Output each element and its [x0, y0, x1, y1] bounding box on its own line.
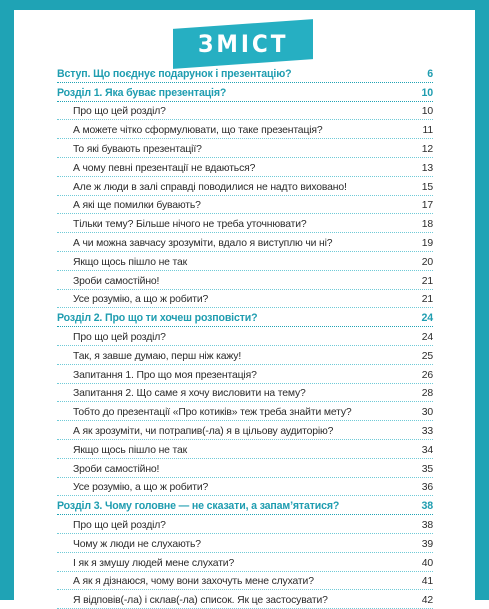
toc-section-entry[interactable] — [57, 572, 433, 591]
toc-entry-title: Розділ 1. Яка буває презентація? — [57, 86, 227, 99]
toc-entry-page-number: 36 — [421, 482, 433, 494]
toc-entry-title: А чи можна завчасу зрозуміти, вдало я виступлю чи ні? — [73, 237, 333, 249]
toc-chapter-entry[interactable] — [57, 64, 433, 83]
toc-section-entry[interactable] — [57, 440, 433, 459]
toc-section-entry[interactable] — [57, 515, 433, 534]
toc-section-entry[interactable] — [57, 139, 433, 158]
toc-entry-page-number: 39 — [421, 538, 433, 550]
toc-section-entry[interactable] — [57, 365, 433, 384]
toc-entry-title: Запитання 1. Про що моя презентація? — [73, 369, 257, 381]
toc-entry-page-number: 33 — [421, 425, 433, 437]
toc-entry-page-number: 11 — [422, 125, 433, 137]
toc-section-entry[interactable] — [57, 421, 433, 440]
toc-entry-title: Якщо щось пішло не так — [73, 444, 188, 456]
toc-entry-page-number: 30 — [421, 407, 433, 419]
toc-section-entry[interactable] — [57, 534, 433, 553]
toc-entry-title: Про що цей розділ? — [73, 331, 166, 343]
toc-section-entry[interactable] — [57, 177, 433, 196]
toc-chapter-entry[interactable] — [57, 83, 433, 102]
toc-entry-title: Тільки тему? Більше нічого не треба уточнювати? — [73, 219, 307, 231]
toc-entry-title: Тобто до презентації «Про котиків» теж треба знайти мету? — [73, 407, 352, 419]
toc-entry-page-number: 25 — [421, 350, 433, 362]
toc-entry-page-number: 35 — [421, 463, 433, 475]
toc-entry-page-number: 10 — [421, 106, 433, 118]
toc-entry-title: Про що цей розділ? — [73, 519, 166, 531]
toc-section-entry[interactable] — [57, 102, 433, 121]
toc-entry-title: Якщо щось пішло не так — [73, 256, 188, 268]
toc-section-entry[interactable] — [57, 271, 433, 290]
toc-entry-title: То які бувають презентації? — [73, 143, 202, 155]
toc-section-entry[interactable] — [57, 158, 433, 177]
toc-entry-page-number: 24 — [421, 312, 433, 325]
toc-section-entry[interactable] — [57, 402, 433, 421]
toc-entry-page-number: 38 — [421, 519, 433, 531]
toc-section-entry[interactable] — [57, 553, 433, 572]
page-title: ЗМІСТ — [197, 30, 289, 58]
toc-section-entry[interactable] — [57, 120, 433, 139]
toc-entry-page-number: 24 — [421, 331, 433, 343]
toc-section-entry[interactable] — [57, 196, 433, 215]
toc-section-entry[interactable] — [57, 384, 433, 403]
toc-entry-page-number: 13 — [421, 162, 433, 174]
toc-entry-title: І як я змушу людей мене слухати? — [73, 557, 235, 569]
toc-entry-title: Вступ. Що поєднує подарунок і презентацію? — [57, 67, 292, 80]
toc-entry-page-number: 18 — [421, 219, 433, 231]
toc-entry-title: Зроби самостійно! — [73, 463, 160, 475]
toc-entry-title: А які ще помилки бувають? — [73, 200, 201, 212]
toc-entry-page-number: 19 — [421, 237, 433, 249]
table-of-contents — [57, 64, 433, 609]
toc-entry-page-number: 17 — [421, 200, 433, 212]
toc-entry-title: А можете чітко сформулювати, що таке презентація? — [73, 125, 323, 137]
toc-entry-title: Зроби самостійно! — [73, 275, 160, 287]
toc-entry-page-number: 21 — [421, 275, 433, 287]
toc-entry-title: Але ж люди в залі справді поводилися не надто виховано! — [73, 181, 347, 193]
toc-entry-title: Про що цей розділ? — [73, 106, 166, 118]
toc-entry-page-number: 10 — [421, 86, 433, 99]
toc-entry-page-number: 26 — [421, 369, 433, 381]
toc-entry-title: А як зрозуміти, чи потрапив(-ла) я в цільову аудиторію? — [73, 425, 334, 437]
toc-chapter-entry[interactable] — [57, 496, 433, 515]
toc-section-entry[interactable] — [57, 233, 433, 252]
toc-entry-title: Я відповів(-ла) і склав(-ла) список. Як це застосувати? — [73, 595, 328, 607]
toc-entry-page-number: 34 — [421, 444, 433, 456]
toc-entry-page-number: 38 — [421, 500, 433, 513]
toc-entry-page-number: 20 — [421, 256, 433, 268]
toc-entry-page-number: 41 — [421, 576, 433, 588]
toc-entry-title: Розділ 3. Чому головне — не сказати, а запам’ятатися? — [57, 500, 340, 513]
toc-entry-page-number: 42 — [421, 595, 433, 607]
toc-entry-title: Запитання 2. Що саме я хочу висловити на тему? — [73, 388, 306, 400]
toc-entry-title: Усе розумію, а що ж робити? — [73, 482, 209, 494]
toc-section-entry[interactable] — [57, 214, 433, 233]
toc-entry-title: Усе розумію, а що ж робити? — [73, 294, 209, 306]
toc-section-entry[interactable] — [57, 346, 433, 365]
toc-entry-page-number: 6 — [427, 67, 433, 80]
toc-entry-title: А як я дізнаюся, чому вони захочуть мене слухати? — [73, 576, 314, 588]
toc-section-entry[interactable] — [57, 327, 433, 346]
toc-entry-title: А чому певні презентації не вдаються? — [73, 162, 256, 174]
toc-section-entry[interactable] — [57, 290, 433, 309]
toc-entry-page-number: 40 — [421, 557, 433, 569]
toc-entry-page-number: 28 — [421, 388, 433, 400]
toc-entry-page-number: 12 — [421, 143, 433, 155]
toc-section-entry[interactable] — [57, 459, 433, 478]
toc-chapter-entry[interactable] — [57, 308, 433, 327]
toc-entry-title: Розділ 2. Про що ти хочеш розповісти? — [57, 312, 258, 325]
toc-entry-title: Чому ж люди не слухають? — [73, 538, 201, 550]
toc-entry-page-number: 15 — [421, 181, 433, 193]
toc-section-entry[interactable] — [57, 478, 433, 497]
toc-entry-page-number: 21 — [421, 294, 433, 306]
toc-section-entry[interactable] — [57, 252, 433, 271]
toc-entry-title: Так, я завше думаю, перш ніж кажу! — [73, 350, 242, 362]
